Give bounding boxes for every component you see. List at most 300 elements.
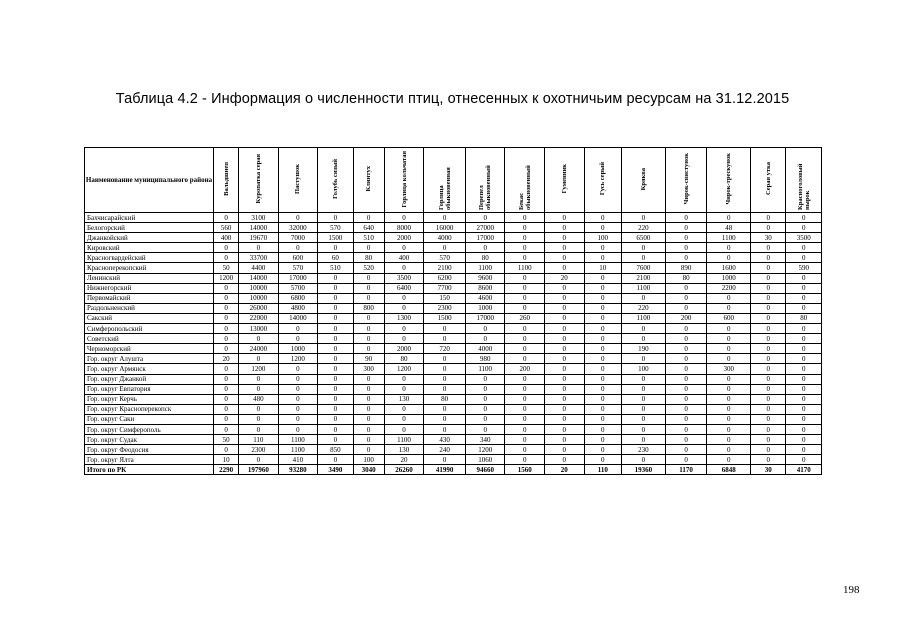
table-cell: 0 bbox=[545, 404, 585, 414]
species-column-header bbox=[318, 148, 353, 213]
table-cell: 0 bbox=[584, 303, 621, 313]
table-cell: 0 bbox=[786, 293, 822, 303]
table-cell: 0 bbox=[622, 394, 666, 404]
table-cell: 19670 bbox=[239, 233, 279, 243]
table-row bbox=[85, 404, 822, 414]
table-cell: 80 bbox=[665, 273, 707, 283]
table-cell: 17000 bbox=[465, 313, 505, 323]
table-cell: 0 bbox=[751, 424, 786, 434]
table-cell: 0 bbox=[465, 394, 505, 404]
table-cell: 600 bbox=[707, 313, 751, 323]
table-cell: 0 bbox=[786, 283, 822, 293]
table-cell: 41990 bbox=[424, 465, 466, 475]
table-cell: 0 bbox=[545, 253, 585, 263]
table-cell: 0 bbox=[665, 213, 707, 223]
district-name: Белогорский bbox=[85, 223, 214, 233]
table-cell: 0 bbox=[665, 344, 707, 354]
table-cell: 0 bbox=[786, 445, 822, 455]
total-row bbox=[85, 465, 822, 475]
table-cell: 0 bbox=[545, 354, 585, 364]
table-cell: 20 bbox=[545, 273, 585, 283]
table-cell: 0 bbox=[622, 384, 666, 394]
table-cell: 0 bbox=[318, 344, 353, 354]
table-cell: 0 bbox=[786, 414, 822, 424]
table-cell: 0 bbox=[707, 404, 751, 414]
table-cell: 1060 bbox=[465, 455, 505, 465]
table-cell: 0 bbox=[707, 424, 751, 434]
table-cell: 0 bbox=[353, 414, 384, 424]
table-cell: 9600 bbox=[465, 273, 505, 283]
table-cell: 230 bbox=[622, 445, 666, 455]
table-cell: 0 bbox=[278, 404, 318, 414]
table-cell: 0 bbox=[239, 404, 279, 414]
species-column-header bbox=[384, 148, 424, 213]
table-cell: 27000 bbox=[465, 223, 505, 233]
district-name: Гор. округ Евпатория bbox=[85, 384, 214, 394]
table-cell: 0 bbox=[353, 344, 384, 354]
table-cell: 6848 bbox=[707, 465, 751, 475]
table-cell: 10000 bbox=[239, 293, 279, 303]
table-cell: 0 bbox=[584, 354, 621, 364]
table-cell: 0 bbox=[424, 213, 466, 223]
table-cell: 430 bbox=[424, 435, 466, 445]
table-cell: 0 bbox=[214, 364, 239, 374]
table-cell: 0 bbox=[278, 374, 318, 384]
species-column-label: Бекас обыкновенный bbox=[517, 165, 532, 210]
table-cell: 3500 bbox=[384, 273, 424, 283]
table-cell: 0 bbox=[665, 334, 707, 344]
table-cell: 14000 bbox=[278, 313, 318, 323]
table-cell: 26260 bbox=[384, 465, 424, 475]
table-cell: 0 bbox=[505, 303, 545, 313]
table-cell: 2000 bbox=[384, 233, 424, 243]
species-column-header bbox=[584, 148, 621, 213]
species-column-header bbox=[622, 148, 666, 213]
table-cell: 7000 bbox=[278, 233, 318, 243]
table-cell: 3040 bbox=[353, 465, 384, 475]
table-cell: 17000 bbox=[465, 233, 505, 243]
species-column-label: Красноголовый нырок bbox=[796, 163, 811, 210]
table-cell: 0 bbox=[465, 324, 505, 334]
table-cell: 0 bbox=[545, 283, 585, 293]
table-cell: 94660 bbox=[465, 465, 505, 475]
table-cell: 1100 bbox=[465, 364, 505, 374]
table-cell: 80 bbox=[465, 253, 505, 263]
table-cell: 0 bbox=[786, 455, 822, 465]
table-cell: 510 bbox=[318, 263, 353, 273]
table-cell: 50 bbox=[214, 263, 239, 273]
table-cell: 0 bbox=[465, 404, 505, 414]
table-cell: 14000 bbox=[239, 273, 279, 283]
table-cell: 0 bbox=[751, 414, 786, 424]
table-cell: 1300 bbox=[384, 313, 424, 323]
table-cell: 32000 bbox=[278, 223, 318, 233]
species-column-header bbox=[278, 148, 318, 213]
table-cell: 1100 bbox=[707, 233, 751, 243]
table-row bbox=[85, 213, 822, 223]
table-cell: 22000 bbox=[239, 313, 279, 323]
table-cell: 0 bbox=[214, 313, 239, 323]
table-cell: 0 bbox=[465, 374, 505, 384]
table-cell: 0 bbox=[278, 424, 318, 434]
table-cell: 0 bbox=[465, 334, 505, 344]
total-label: Итого по РК bbox=[85, 465, 214, 475]
table-cell: 400 bbox=[384, 253, 424, 263]
table-cell: 0 bbox=[465, 384, 505, 394]
table-cell: 0 bbox=[239, 243, 279, 253]
table-cell: 0 bbox=[545, 243, 585, 253]
table-cell: 0 bbox=[786, 364, 822, 374]
table-cell: 410 bbox=[278, 455, 318, 465]
table-cell: 0 bbox=[545, 213, 585, 223]
table-cell: 0 bbox=[665, 364, 707, 374]
table-cell: 0 bbox=[278, 213, 318, 223]
table-cell: 220 bbox=[622, 223, 666, 233]
table-cell: 0 bbox=[786, 303, 822, 313]
table-cell: 0 bbox=[465, 213, 505, 223]
table-cell: 0 bbox=[665, 233, 707, 243]
table-cell: 0 bbox=[318, 243, 353, 253]
table-cell: 100 bbox=[353, 455, 384, 465]
species-column-header bbox=[751, 148, 786, 213]
table-cell: 890 bbox=[665, 263, 707, 273]
table-cell: 1000 bbox=[707, 273, 751, 283]
table-row bbox=[85, 435, 822, 445]
table-cell: 0 bbox=[751, 253, 786, 263]
table-cell: 0 bbox=[353, 243, 384, 253]
table-cell: 0 bbox=[545, 293, 585, 303]
table-row bbox=[85, 263, 822, 273]
table-cell: 0 bbox=[584, 293, 621, 303]
table-cell: 0 bbox=[584, 364, 621, 374]
district-name: Симферопольский bbox=[85, 324, 214, 334]
table-cell: 0 bbox=[424, 455, 466, 465]
table-row bbox=[85, 334, 822, 344]
table-cell: 0 bbox=[622, 435, 666, 445]
district-name: Гор. округ Саки bbox=[85, 414, 214, 424]
district-column-header: Наименование муниципального района bbox=[85, 148, 214, 213]
table-cell: 5700 bbox=[278, 283, 318, 293]
table-cell: 0 bbox=[353, 324, 384, 334]
table-cell: 0 bbox=[505, 374, 545, 384]
table-cell: 0 bbox=[545, 324, 585, 334]
table-cell: 0 bbox=[584, 344, 621, 354]
table-cell: 100 bbox=[622, 364, 666, 374]
table-cell: 0 bbox=[665, 404, 707, 414]
table-cell: 0 bbox=[786, 334, 822, 344]
table-row bbox=[85, 445, 822, 455]
table-cell: 0 bbox=[751, 293, 786, 303]
table-cell: 300 bbox=[707, 364, 751, 374]
table-cell: 1170 bbox=[665, 465, 707, 475]
table-cell: 50 bbox=[214, 435, 239, 445]
table-cell: 0 bbox=[545, 334, 585, 344]
table-cell: 0 bbox=[353, 293, 384, 303]
table-cell: 0 bbox=[424, 374, 466, 384]
table-cell: 0 bbox=[707, 384, 751, 394]
table-cell: 100 bbox=[584, 233, 621, 243]
table-cell: 0 bbox=[707, 414, 751, 424]
table-cell: 0 bbox=[751, 223, 786, 233]
table-cell: 0 bbox=[584, 404, 621, 414]
table-cell: 1100 bbox=[278, 445, 318, 455]
table-cell: 0 bbox=[278, 384, 318, 394]
table-cell: 0 bbox=[622, 324, 666, 334]
table-cell: 0 bbox=[318, 435, 353, 445]
table-cell: 0 bbox=[751, 213, 786, 223]
table-cell: 2300 bbox=[424, 303, 466, 313]
table-cell: 0 bbox=[353, 213, 384, 223]
table-cell: 0 bbox=[665, 445, 707, 455]
table-cell: 0 bbox=[751, 435, 786, 445]
table-cell: 0 bbox=[665, 223, 707, 233]
table-cell: 0 bbox=[384, 324, 424, 334]
table-cell: 0 bbox=[318, 414, 353, 424]
table-cell: 0 bbox=[751, 455, 786, 465]
table-cell: 1100 bbox=[505, 263, 545, 273]
table-cell: 1100 bbox=[278, 435, 318, 445]
table-cell: 4000 bbox=[424, 233, 466, 243]
table-cell: 0 bbox=[424, 424, 466, 434]
table-cell: 0 bbox=[505, 414, 545, 424]
table-cell: 0 bbox=[622, 334, 666, 344]
table-cell: 60 bbox=[318, 253, 353, 263]
table-cell: 110 bbox=[584, 465, 621, 475]
table-cell: 0 bbox=[545, 445, 585, 455]
table-cell: 0 bbox=[424, 354, 466, 364]
table-cell: 19360 bbox=[622, 465, 666, 475]
species-column-label: Клинтух bbox=[365, 166, 373, 192]
table-cell: 720 bbox=[424, 344, 466, 354]
table-cell: 0 bbox=[786, 404, 822, 414]
table-cell: 10 bbox=[584, 263, 621, 273]
table-cell: 0 bbox=[424, 384, 466, 394]
table-cell: 0 bbox=[214, 394, 239, 404]
table-cell: 0 bbox=[584, 273, 621, 283]
table-cell: 0 bbox=[622, 374, 666, 384]
table-cell: 0 bbox=[665, 424, 707, 434]
table-cell: 0 bbox=[239, 354, 279, 364]
table-cell: 0 bbox=[584, 253, 621, 263]
table-cell: 0 bbox=[505, 455, 545, 465]
species-column-label: Перепел обыкновенный bbox=[478, 165, 493, 210]
table-cell: 0 bbox=[318, 273, 353, 283]
table-cell: 0 bbox=[786, 424, 822, 434]
table-cell: 0 bbox=[665, 374, 707, 384]
table-cell: 2290 bbox=[214, 465, 239, 475]
table-cell: 0 bbox=[318, 394, 353, 404]
table-cell: 0 bbox=[545, 455, 585, 465]
table-row bbox=[85, 313, 822, 323]
table-cell: 0 bbox=[584, 223, 621, 233]
table-cell: 2000 bbox=[384, 344, 424, 354]
table-cell: 570 bbox=[278, 263, 318, 273]
table-cell: 0 bbox=[318, 384, 353, 394]
table-cell: 0 bbox=[707, 213, 751, 223]
table-cell: 0 bbox=[786, 394, 822, 404]
table-row bbox=[85, 424, 822, 434]
table-cell: 0 bbox=[465, 414, 505, 424]
table-cell: 4170 bbox=[786, 465, 822, 475]
table-cell: 0 bbox=[622, 455, 666, 465]
table-cell: 80 bbox=[384, 354, 424, 364]
table-cell: 0 bbox=[786, 384, 822, 394]
table-cell: 7700 bbox=[424, 283, 466, 293]
table-cell: 560 bbox=[214, 223, 239, 233]
species-column-label: Гуменник bbox=[560, 164, 568, 194]
table-row bbox=[85, 394, 822, 404]
table-cell: 0 bbox=[465, 424, 505, 434]
table-cell: 0 bbox=[278, 243, 318, 253]
table-cell: 0 bbox=[751, 394, 786, 404]
table-row bbox=[85, 243, 822, 253]
table-cell: 0 bbox=[214, 213, 239, 223]
table-cell: 0 bbox=[622, 243, 666, 253]
table-cell: 0 bbox=[353, 374, 384, 384]
table-row bbox=[85, 233, 822, 243]
table-cell: 1500 bbox=[424, 313, 466, 323]
table-row bbox=[85, 324, 822, 334]
district-name: Первомайский bbox=[85, 293, 214, 303]
table-cell: 0 bbox=[665, 414, 707, 424]
table-cell: 0 bbox=[665, 243, 707, 253]
table-cell: 0 bbox=[505, 354, 545, 364]
table-cell: 0 bbox=[318, 293, 353, 303]
table-cell: 0 bbox=[239, 384, 279, 394]
table-cell: 0 bbox=[751, 334, 786, 344]
table-cell: 0 bbox=[239, 424, 279, 434]
table-cell: 0 bbox=[318, 213, 353, 223]
table-cell: 150 bbox=[424, 293, 466, 303]
table-cell: 0 bbox=[214, 414, 239, 424]
table-cell: 0 bbox=[545, 263, 585, 273]
table-cell: 1200 bbox=[239, 364, 279, 374]
table-cell: 0 bbox=[424, 364, 466, 374]
table-cell: 14000 bbox=[239, 223, 279, 233]
table-cell: 0 bbox=[353, 424, 384, 434]
table-cell: 0 bbox=[622, 354, 666, 364]
table-cell: 33700 bbox=[239, 253, 279, 263]
table-cell: 520 bbox=[353, 263, 384, 273]
district-name: Черноморский bbox=[85, 344, 214, 354]
table-cell: 2200 bbox=[707, 283, 751, 293]
district-name: Гор. округ Феодосия bbox=[85, 445, 214, 455]
table-cell: 300 bbox=[353, 364, 384, 374]
district-name: Гор. округ Ялта bbox=[85, 455, 214, 465]
table-cell: 0 bbox=[424, 404, 466, 414]
table-cell: 0 bbox=[786, 354, 822, 364]
table-cell: 0 bbox=[665, 303, 707, 313]
table-cell: 510 bbox=[353, 233, 384, 243]
table-row bbox=[85, 303, 822, 313]
table-cell: 1100 bbox=[465, 263, 505, 273]
table-cell: 0 bbox=[584, 374, 621, 384]
table-cell: 0 bbox=[318, 334, 353, 344]
species-column-label: Кряква bbox=[639, 167, 647, 191]
table-cell: 0 bbox=[707, 394, 751, 404]
species-column-label: Голубь сизый bbox=[331, 159, 339, 199]
table-cell: 0 bbox=[545, 364, 585, 374]
table-row bbox=[85, 273, 822, 283]
table-cell: 1200 bbox=[384, 364, 424, 374]
table-row bbox=[85, 293, 822, 303]
table-cell: 0 bbox=[505, 253, 545, 263]
table-cell: 0 bbox=[751, 404, 786, 414]
table-cell: 640 bbox=[353, 223, 384, 233]
table-cell: 0 bbox=[384, 384, 424, 394]
table-cell: 0 bbox=[505, 283, 545, 293]
table-cell: 0 bbox=[665, 435, 707, 445]
species-column-header bbox=[424, 148, 466, 213]
table-cell: 16000 bbox=[424, 223, 466, 233]
table-row bbox=[85, 283, 822, 293]
district-name: Гор. округ Судак bbox=[85, 435, 214, 445]
table-cell: 4800 bbox=[278, 303, 318, 313]
table-cell: 0 bbox=[707, 354, 751, 364]
table-cell: 590 bbox=[786, 263, 822, 273]
species-column-label: Горлица кольчатая bbox=[400, 150, 408, 208]
table-cell: 0 bbox=[707, 303, 751, 313]
district-name: Гор. округ Алушта bbox=[85, 354, 214, 364]
district-name: Гор. округ Джанкой bbox=[85, 374, 214, 384]
table-cell: 20 bbox=[214, 354, 239, 364]
table-cell: 0 bbox=[214, 334, 239, 344]
table-cell: 0 bbox=[751, 273, 786, 283]
table-cell: 0 bbox=[665, 455, 707, 465]
table-cell: 24000 bbox=[239, 344, 279, 354]
table-cell: 80 bbox=[786, 313, 822, 323]
table-cell: 10000 bbox=[239, 283, 279, 293]
table-cell: 2100 bbox=[424, 263, 466, 273]
table-cell: 0 bbox=[751, 374, 786, 384]
table-cell: 0 bbox=[353, 394, 384, 404]
table-cell: 0 bbox=[707, 374, 751, 384]
table-cell: 240 bbox=[424, 445, 466, 455]
table-cell: 0 bbox=[707, 324, 751, 334]
table-cell: 0 bbox=[622, 213, 666, 223]
table-cell: 0 bbox=[786, 324, 822, 334]
table-row bbox=[85, 414, 822, 424]
table-cell: 1200 bbox=[465, 445, 505, 455]
table-cell: 0 bbox=[239, 414, 279, 424]
district-name: Сакский bbox=[85, 313, 214, 323]
table-cell: 3100 bbox=[239, 213, 279, 223]
table-cell: 0 bbox=[584, 324, 621, 334]
table-row bbox=[85, 344, 822, 354]
table-cell: 0 bbox=[545, 435, 585, 445]
table-cell: 1600 bbox=[707, 263, 751, 273]
table-cell: 0 bbox=[665, 324, 707, 334]
table-cell: 0 bbox=[278, 394, 318, 404]
table-cell: 0 bbox=[505, 324, 545, 334]
table-cell: 0 bbox=[239, 455, 279, 465]
table-cell: 0 bbox=[751, 445, 786, 455]
table-cell: 0 bbox=[318, 303, 353, 313]
table-cell: 0 bbox=[707, 293, 751, 303]
table-cell: 20 bbox=[384, 455, 424, 465]
table-cell: 0 bbox=[545, 394, 585, 404]
table-cell: 0 bbox=[214, 253, 239, 263]
table-cell: 20 bbox=[545, 465, 585, 475]
table-cell: 0 bbox=[545, 374, 585, 384]
district-name: Гор. округ Симферополь bbox=[85, 424, 214, 434]
table-cell: 30 bbox=[751, 465, 786, 475]
district-name: Гор. округ Армянск bbox=[85, 364, 214, 374]
table-cell: 0 bbox=[665, 253, 707, 263]
district-name: Бахчисарайский bbox=[85, 213, 214, 223]
table-cell: 0 bbox=[707, 455, 751, 465]
table-cell: 13000 bbox=[239, 324, 279, 334]
